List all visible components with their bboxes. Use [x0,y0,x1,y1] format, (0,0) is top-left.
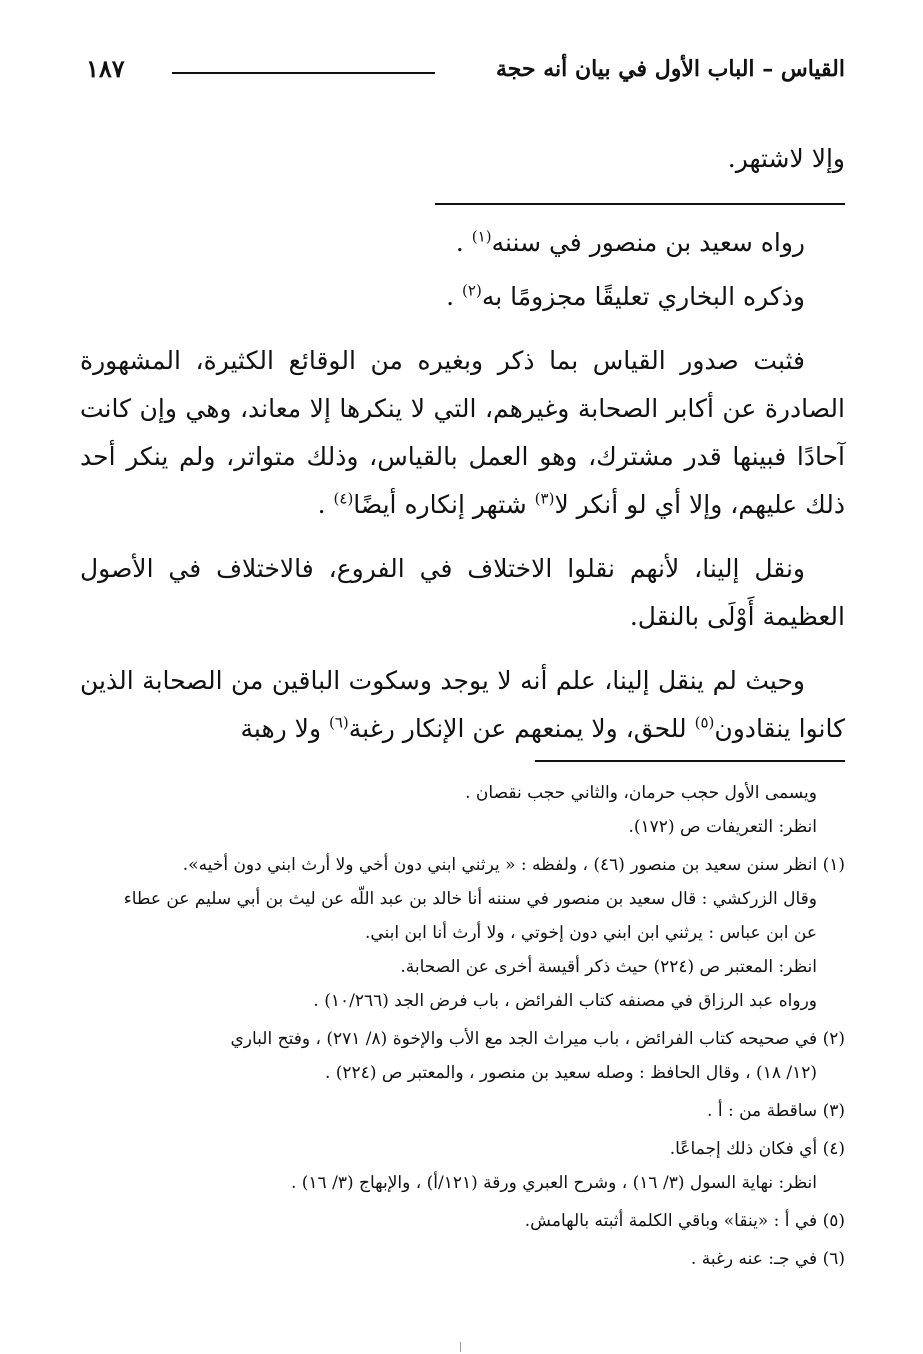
footnote-1-line-4: انظر: المعتبر ص (٢٢٤) حيث ذكر أقيسة أخرى عن الصحابة. [400,957,817,977]
footnote-4-line-2: انظر: نهاية السول (٣/ ١٦) ، وشرح العبري ورقة (١٢١/أ) ، والإبهاج (٣/ ١٦) . [290,1173,817,1193]
paragraph-1-end: . [317,490,334,519]
paragraph-3 [80,657,845,753]
footnote-ref-4: (٤) [333,489,354,508]
paragraph-1-b: شتهر إنكاره أيضًا [353,490,535,519]
footnote-6: (٦) في جـ: عنه رغبة . [690,1249,845,1269]
paragraph-3-c: ولا رهبة [240,714,329,743]
text-line-top: وإلا لاشتهر. [727,144,845,173]
footnote-1-line-5: ورواه عبد الرزاق في مصنفه كتاب الفرائض ، باب فرض الجد (١٠/٢٦٦) . [313,991,817,1011]
footnote-2: (٢) في صحيحه كتاب الفرائض ، باب ميراث الجد مع الأب والإخوة (٨/ ٢٧١) ، وفتح الباري [230,1029,845,1049]
quote-rule [435,203,845,205]
footnote-ref-5: (٥) [694,713,715,732]
main-text [80,135,845,753]
quote-2-text: وذكره البخاري تعليقًا مجزومًا به [481,282,805,311]
quote-1-end: . [455,228,472,257]
paragraph-1-a: فثبت صدور القياس بما ذكر وبغيره من الوقائع الكثيرة، المشهورة الصادرة عن أكابر الصحابة وغيرهم، التي لا ينكرها إلا معاند، وهي وإن كانت آحادًا فبينها قدر مشترك، وهو العمل بالقياس، وذلك متواتر، ولم ينكر أحد ذلك عليهم، وإلا أي لو أنكر لا [80,346,845,519]
footnote-ref-6: (٦) [328,713,349,732]
quote-line-1 [80,219,845,267]
header-rule [172,72,435,74]
footnote-rule [535,760,845,762]
footnote-2-line-2: (١٢/ ١٨) ، وقال الحافظ : وصله سعيد بن منصور ، والمعتبر ص (٢٢٤) . [324,1063,817,1083]
footnote-1-line-3: عن ابن عباس : يرثني ابن ابني دون إخوتي ، ولا أرث أنا ابن ابني. [364,923,817,943]
paragraph-2: ونقل إلينا، لأنهم نقلوا الاختلاف في الفروع، فالاختلاف في الأصول العظيمة أَوْلَى بالنقل. [80,554,845,631]
footnote-5: (٥) في أ : «ينقا» وباقي الكلمة أثبته بالهامش. [524,1211,845,1231]
footnote-1: (١) انظر سنن سعيد بن منصور (٤٦) ، ولفظه : « يرثني ابني دون أخي ولا أرث ابني دون أخيه». [182,855,845,875]
footnote-ref-3: (٣) [534,489,555,508]
quote-1-text: رواه سعيد بن منصور في سننه [491,228,805,257]
header-title: القياس – الباب الأول في بيان أنه حجة [496,56,845,82]
footnote-continuation-1: ويسمى الأول حجب حرمان، والثاني حجب نقصان . [465,783,817,803]
running-header [80,52,845,92]
paragraph-3-b: للحق، ولا يمنعهم عن الإنكار رغبة [348,714,695,743]
scan-mark [460,1342,461,1352]
footnote-ref-1: (١) [471,227,492,246]
footnote-continuation-2: انظر: التعريفات ص (١٧٢). [628,817,817,837]
footnote-1-line-2: وقال الزركشي : قال سعيد بن منصور في سننه أنا خالد بن عبد اللّه عن ليث بن أبي سليم عن عطاء [123,889,817,909]
footnote-ref-2: (٢) [462,281,482,300]
quote-2-end: . [446,282,463,311]
paragraph-1 [80,337,845,529]
quote-line-2 [80,273,845,321]
paragraph-3-a: وحيث لم ينقل إلينا، علم أنه لا يوجد وسكوت الباقين من الصحابة الذين كانوا ينقادون [80,666,845,743]
footnotes [80,760,845,1276]
footnote-3: (٣) ساقطة من : أ . [707,1101,845,1121]
page-number: ١٨٧ [86,54,125,83]
footnote-4: (٤) أي فكان ذلك إجماعًا. [669,1139,845,1159]
